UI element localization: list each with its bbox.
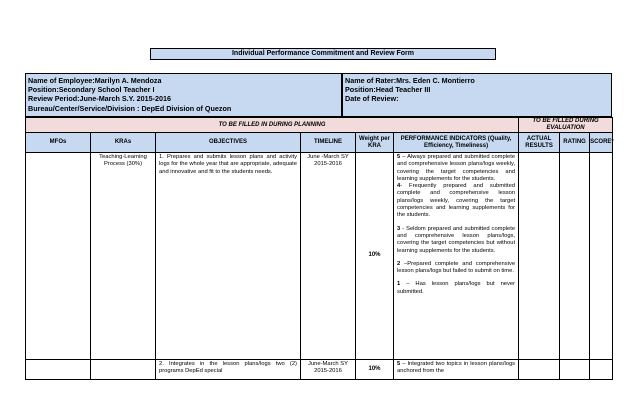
rater-position: Position:Head Teacher III — [345, 85, 431, 95]
header-indicators: PERFORMANCE INDICATORS (Quality, Efficiency, Timeliness) — [394, 133, 519, 153]
rating-cell — [560, 153, 590, 360]
review-date: Date of Review: — [345, 94, 399, 104]
header-mfos: MFOs — [26, 133, 91, 153]
employee-name: Name of Employee:Marilyn A. Mendoza — [28, 76, 162, 85]
table-row — [26, 153, 613, 360]
score-cell — [590, 360, 613, 380]
evaluation-band: TO BE FILLED DURING EVALUATION — [519, 118, 613, 133]
weight-cell: 10% — [356, 153, 394, 360]
header-rating: RATING — [560, 133, 590, 153]
review-period: Review Period:June-March S.Y. 2015-2016 — [28, 94, 172, 104]
indicator-4: 4- Frequently prepared and submitted complete and comprehensive lesson plans/logs weekly, covering the target competencies and learning supplements for the students. — [397, 183, 516, 219]
header-objectives: OBJECTIVES — [156, 133, 301, 153]
header-score: SCORE* — [590, 133, 613, 153]
rater-info — [342, 73, 612, 117]
employee-info — [25, 73, 342, 117]
planning-band: TO BE FILLED IN DURING PLANNING — [26, 118, 519, 133]
form-title: Individual Performance Commitment and Review Form — [150, 48, 496, 60]
kra-cell: Teaching-Learning Process (30%) — [91, 153, 156, 360]
header-weight: Weight per KRA — [356, 133, 394, 153]
weight-cell: 10% — [356, 360, 394, 380]
rater-name: Name of Rater:Mrs. Eden C. Montierro — [345, 76, 475, 85]
header-actual: ACTUAL RESULTS — [519, 133, 560, 153]
kra-cell — [91, 360, 156, 380]
bureau: Bureau/Center/Service/Division : DepEd Division of Quezon — [28, 103, 232, 113]
mfo-cell — [26, 360, 91, 380]
header-row — [26, 133, 613, 153]
employee-position: Position:Secondary School Teacher I — [28, 85, 155, 95]
header-kras: KRAs — [91, 133, 156, 153]
indicators-cell — [394, 153, 519, 360]
timeline-cell: June -March SY 2015-2016 — [301, 153, 356, 360]
indicator-1: 1 – Has lesson plans/logs but never submitted. — [397, 281, 516, 295]
rating-cell — [560, 360, 590, 380]
timeline-cell: June-March SY 2015-2016 — [301, 360, 356, 380]
objective-cell: 2. Integrates in the lesson plans/logs two (2) programs DepEd special — [156, 360, 301, 380]
objective-cell: 1. Prepares and submits lesson plans and activity logs for the whole year that are appropriate, adequate and innovative and fit to the students needs. — [156, 153, 301, 360]
mfo-cell — [26, 153, 91, 360]
actual-cell — [519, 153, 560, 360]
indicators-cell: 5 – Integrated two topics in lesson plans/logs anchored from the — [394, 360, 519, 380]
ipcrf-table — [25, 117, 613, 380]
indicator-5: 5 – Always prepared and submitted complete and comprehensive lesson plans/logs weekly, covering the target competencies and learning supplements for the students. — [397, 154, 516, 182]
header-timeline: TIMELINE — [301, 133, 356, 153]
indicator-3: 3 - Seldom prepared and submitted complete and comprehensive lesson plans/logs, covering the target competencies but without learning supplements for the students. — [397, 225, 516, 254]
table-row — [26, 360, 613, 380]
indicator-2: 2 –Prepared complete and comprehensive lesson plans/logs but failed to submit on time. — [397, 260, 516, 275]
score-cell — [590, 153, 613, 360]
actual-cell — [519, 360, 560, 380]
